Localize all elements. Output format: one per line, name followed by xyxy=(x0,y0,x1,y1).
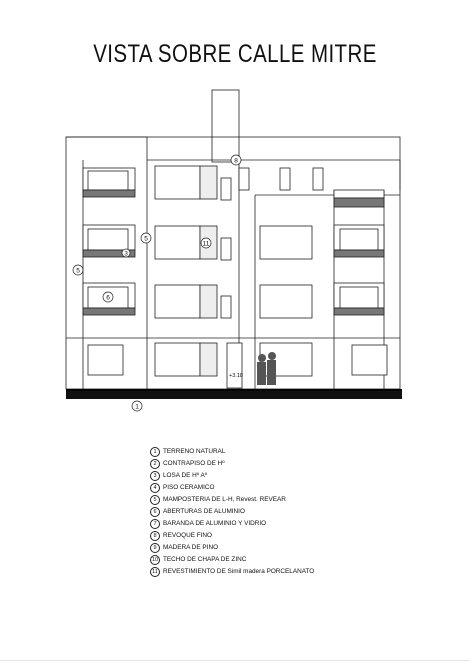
legend-item xyxy=(150,494,314,506)
legend-number: 4 xyxy=(150,483,160,493)
legend-text: TECHO DE CHAPA DE ZINC xyxy=(163,556,247,563)
facade-elevation-drawing xyxy=(0,80,470,420)
legend-text: BARANDA DE ALUMINIO Y VIDRIO xyxy=(163,520,267,527)
bottom-divider xyxy=(0,660,470,661)
legend-item xyxy=(150,518,314,530)
right-balconies xyxy=(334,190,384,315)
callout-5b: 5 xyxy=(144,235,148,243)
callout-6: 6 xyxy=(106,294,110,302)
legend-text: ABERTURAS DE ALUMINIO xyxy=(163,508,245,515)
legend-number: 10 xyxy=(151,557,159,563)
legend-text: CONTRAPISO DE Hº xyxy=(163,460,225,467)
legend-item xyxy=(150,482,314,494)
legend-text: MADERA DE PINO xyxy=(163,544,219,551)
legend-text: REVOQUE FINO xyxy=(163,532,213,539)
legend-number: 6 xyxy=(150,507,160,517)
level-label: +3.18 xyxy=(229,373,243,379)
callout-3: 3 xyxy=(124,250,128,258)
legend-item xyxy=(150,566,314,578)
stair-tower xyxy=(212,90,239,162)
legend-text: REVESTIMIENTO DE Simil madera PORCELANATO xyxy=(163,568,315,575)
callout-5a: 5 xyxy=(76,267,80,275)
legend-item xyxy=(150,458,314,470)
legend-number: 2 xyxy=(150,459,160,469)
callout-1: 1 xyxy=(135,403,139,411)
legend-item xyxy=(150,554,314,566)
legend-item xyxy=(150,506,314,518)
legend-number: 5 xyxy=(150,495,160,505)
legend-item xyxy=(150,470,314,482)
legend-item xyxy=(150,446,314,458)
legend-number: 1 xyxy=(150,447,160,457)
legend-item xyxy=(150,542,314,554)
ground-slab-edge xyxy=(66,389,402,391)
callout-11: 11 xyxy=(202,240,210,248)
legend-number: 8 xyxy=(150,531,160,541)
legend-number: 9 xyxy=(150,543,160,553)
legend-text: PISO CERAMICO xyxy=(163,484,215,491)
legend-item xyxy=(150,530,314,542)
legend-text: LOSA DE Hº Aº xyxy=(163,472,208,479)
legend-text: MAMPOSTERIA DE L-H, Revest. REVEAR xyxy=(163,496,286,503)
callout-8: 8 xyxy=(234,157,238,165)
legend xyxy=(150,446,314,578)
legend-number: 11 xyxy=(150,567,160,577)
legend-text: TERRENO NATURAL xyxy=(163,448,226,455)
legend-number: 7 xyxy=(150,519,160,529)
legend-number: 3 xyxy=(150,471,160,481)
drawing-title: VISTA SOBRE CALLE MITRE xyxy=(93,40,377,68)
